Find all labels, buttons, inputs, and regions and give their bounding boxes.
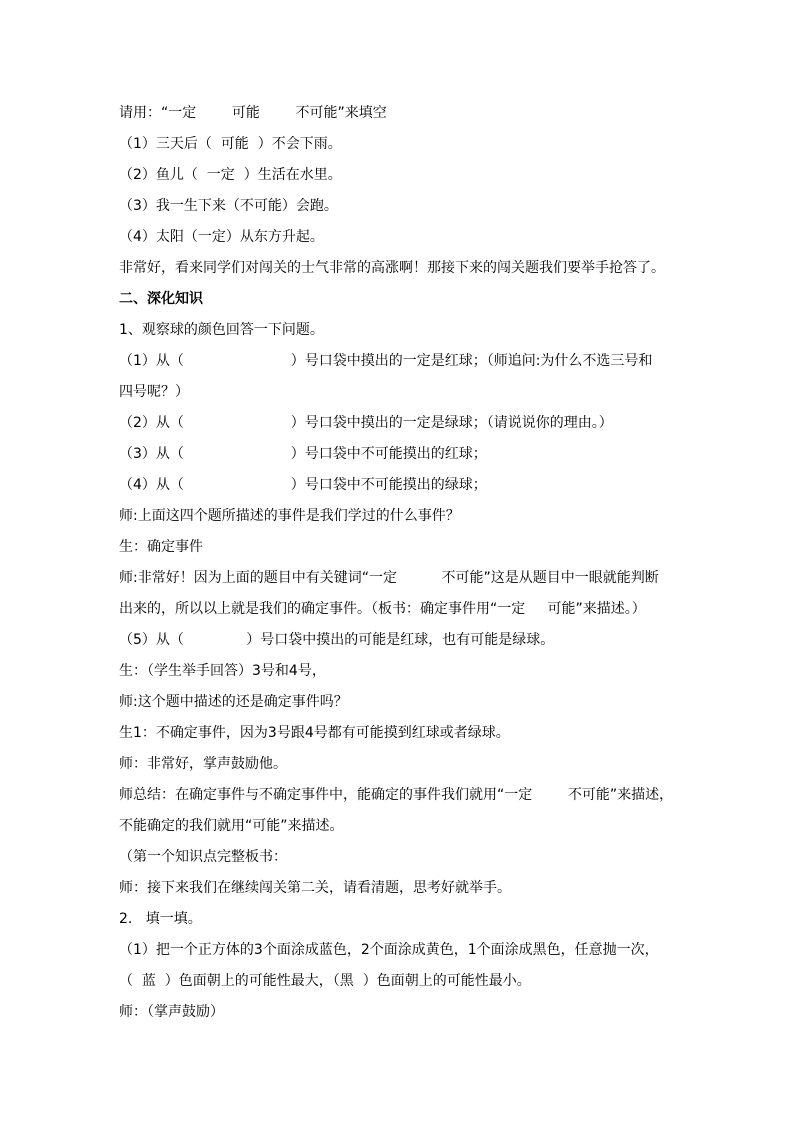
section-heading: 二、深化知识 bbox=[119, 291, 203, 307]
exercise-1-item-3: （3）从（ ）号口袋中不可能摸出的红球； bbox=[119, 446, 487, 462]
question-1: （1）三天后（ 可能 ）不会下雨。 bbox=[119, 136, 342, 152]
exercise-1-item-4: （4）从（ ）号口袋中不可能摸出的绿球； bbox=[119, 477, 487, 493]
teacher-praise: 非常好，看来同学们对闯关的士气非常的高涨啊！那接下来的闯关题我们要举手抢答了。 bbox=[119, 260, 665, 276]
teacher-applause: 师：（掌声鼓励） bbox=[119, 1004, 224, 1020]
exercise-2-item-1-cont: （ 蓝 ）色面朝上的可能性最大，（黑 ）色面朝上的可能性最小。 bbox=[119, 973, 531, 989]
teacher-question-2: 师:这个题中描述的还是确定事件吗？ bbox=[119, 694, 348, 710]
teacher-explanation: 师:非常好！因为上面的题目中有关键词“一定 不可能”这是从题目中一眼就能判断 bbox=[119, 570, 659, 586]
teacher-explanation-cont: 出来的，所以以上就是我们的确定事件。（板书：确定事件用“一定 可能”来描述。） bbox=[119, 601, 646, 617]
exercise-1-prompt: 1、观察球的颜色回答一下问题。 bbox=[119, 322, 324, 338]
teacher-transition: 师：接下来我们在继续闯关第二关，请看清题，思考好就举手。 bbox=[119, 880, 511, 896]
teacher-question: 师:上面这四个题所描述的事件是我们学过的什么事件？ bbox=[119, 508, 460, 524]
student-answer-3: 生1：不确定事件，因为3号跟4号都有可能摸到红球或者绿球。 bbox=[119, 725, 510, 741]
exercise-2-item-1: （1）把一个正方体的3个面涂成蓝色，2个面涂成黄色，1个面涂成黑色，任意抛一次， bbox=[119, 942, 659, 958]
student-answer: 生：确定事件 bbox=[119, 539, 203, 555]
question-2: （2）鱼儿（ 一定 ）生活在水里。 bbox=[119, 167, 342, 183]
question-3: （3）我一生下来（不可能）会跑。 bbox=[119, 198, 338, 214]
teacher-summary-cont: 不能确定的我们就用“可能”来描述。 bbox=[119, 818, 344, 834]
exercise-1-item-5: （5）从（ ）号口袋中摸出的可能是红球，也有可能是绿球。 bbox=[119, 632, 555, 648]
exercise-1-item-1-cont: 四号呢？） bbox=[119, 384, 189, 400]
question-4: （4）太阳（一定）从东方升起。 bbox=[119, 229, 324, 245]
exercise-2-heading: 2. 填一填。 bbox=[119, 911, 202, 927]
fill-in-instruction: 请用：“一定 可能 不可能”来填空 bbox=[119, 105, 387, 121]
exercise-1-item-2: （2）从（ ）号口袋中摸出的一定是绿球；（请说说你的理由。） bbox=[119, 415, 613, 431]
exercise-1-item-1: （1）从（ ）号口袋中摸出的一定是红球；（师追问:为什么不选三号和 bbox=[119, 353, 653, 369]
teacher-summary: 师总结：在确定事件与不确定事件中，能确定的事件我们就用“一定 不可能”来描述， bbox=[119, 787, 674, 803]
teacher-praise-2: 师：非常好，掌声鼓励他。 bbox=[119, 756, 287, 772]
student-answer-2: 生：（学生举手回答）3号和4号， bbox=[119, 663, 326, 679]
board-note: （第一个知识点完整板书： bbox=[119, 849, 287, 865]
